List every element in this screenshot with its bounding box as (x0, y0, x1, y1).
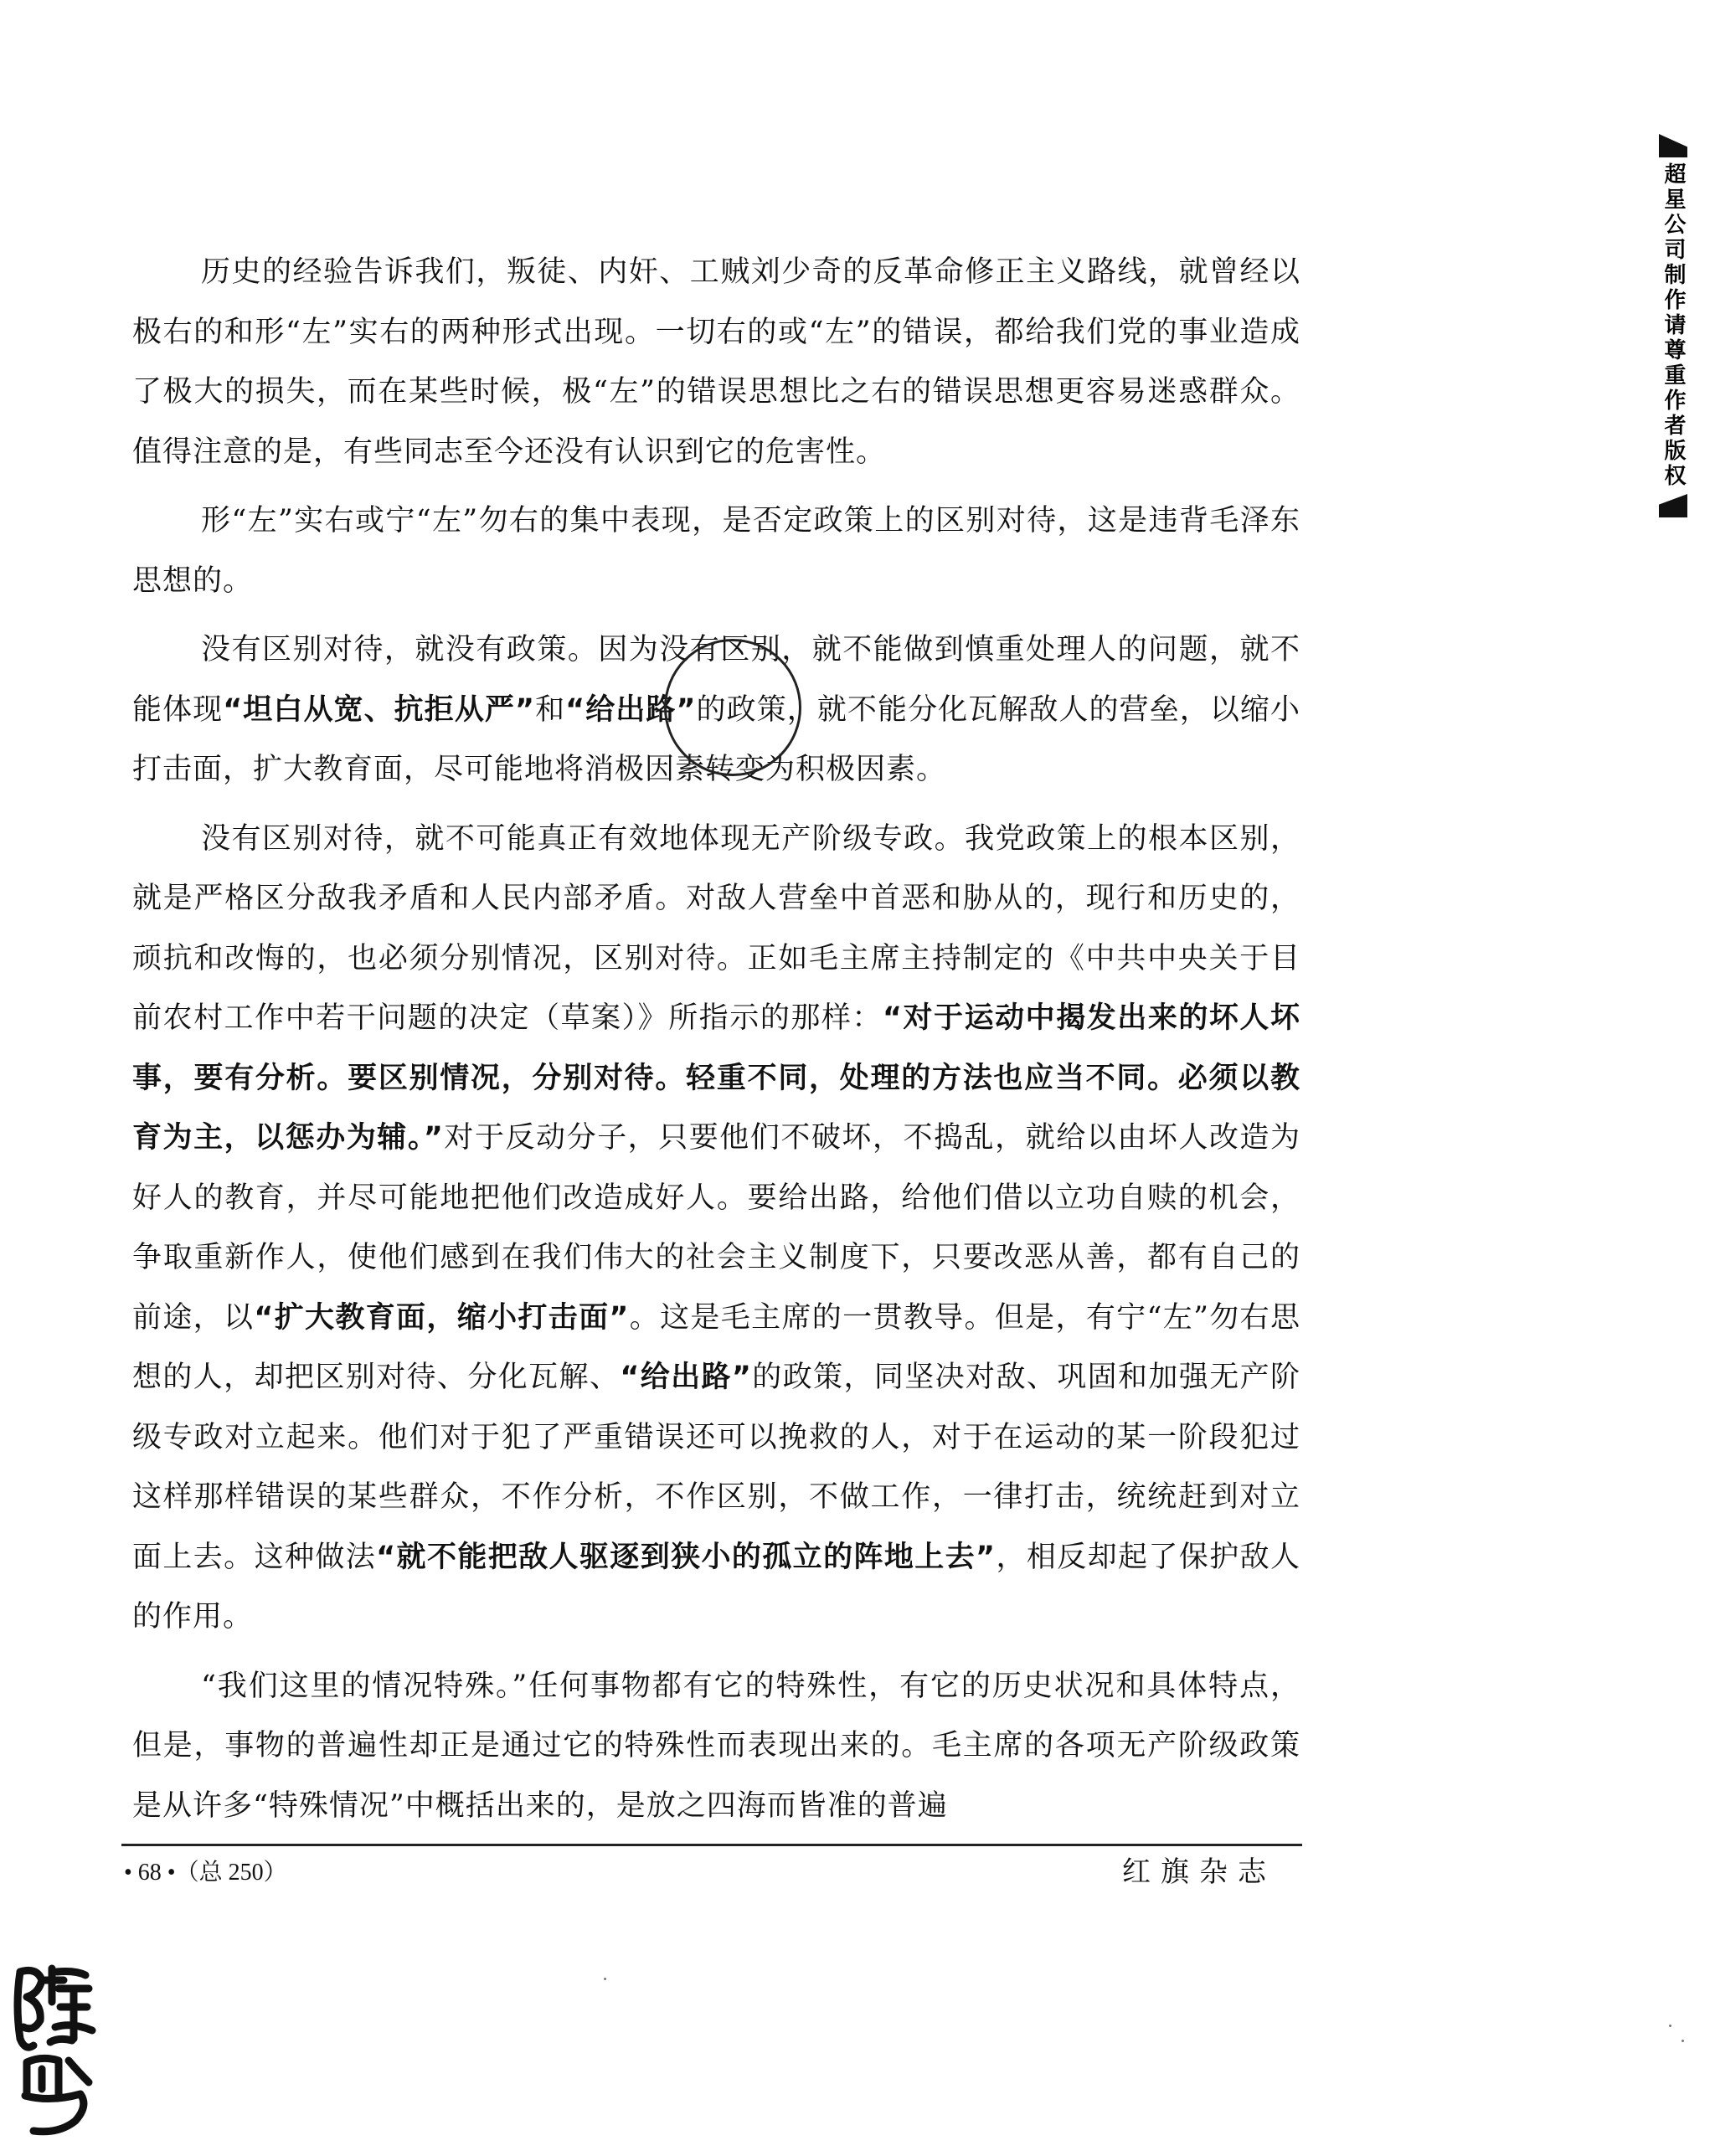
paragraph-4 (132, 810, 1300, 1648)
scan-speck (1682, 2040, 1684, 2042)
library-seal-stamp (8, 1955, 100, 2143)
notice-bar-bottom (1659, 494, 1687, 517)
text-run: 。这是毛主席的一贯教导。但是，有宁“左”勿右思想的人，却把区别对待、分化瓦解、 (132, 1300, 1300, 1394)
text-run: 的政策，同坚决对敌、巩固和加强无产阶级专政对立起来。他们对于犯了严重错误还可以挽救的人，对于在运动的某一阶段犯过这样那样错误的某些群众，不作分析，不作区别，不做工作，一律打击，统统赶到对立面上去。这种做法 (132, 1361, 1300, 1574)
footer-divider (121, 1844, 1302, 1846)
paragraph-1 (132, 243, 1300, 482)
text-run: 的政策，就不能分化瓦解敌人的营垒，以缩小打击面，扩大教育面，尽可能地将消极因素转变为积极因素。 (132, 692, 1300, 786)
quoted-emphasis: “给出路” (620, 1361, 752, 1394)
paragraph-5 (132, 1657, 1300, 1837)
quoted-emphasis: “给出路” (565, 692, 697, 727)
copyright-notice (1650, 134, 1697, 517)
text-run: 形“左”实右或宁“左”勿右的集中表现，是否定政策上的区别对待，这是违背毛泽东思想的。 (132, 504, 1300, 598)
page-number: • 68 •（总 250） (124, 1860, 287, 1886)
quoted-emphasis: “对于运动中揭发出来的坏人坏事，要有分析。要区别情况，分别对待。轻重不同，处理的方法也应当不同。必须以教育为主，以惩办为辅。” (132, 1001, 1300, 1155)
text-run: 对于反动分子，只要他们不破坏，不捣乱，就给以由坏人改造为好人的教育，并尽可能地把他们改造成好人。要给出路，给他们借以立功自赎的机会，争取重新作人，使他们感到在我们伟大的社会主义制度下，只要改恶从善，都有自己的前途，以 (132, 1121, 1300, 1335)
notice-bar-top (1659, 134, 1687, 157)
handwritten-circle-mark (664, 639, 801, 776)
article-body (132, 243, 1300, 1845)
quoted-emphasis: “扩大教育面，缩小打击面” (254, 1300, 630, 1335)
scan-speck (604, 1978, 606, 1980)
text-run: 和 (535, 692, 566, 727)
copyright-notice-text: 超星公司制作请尊重作者版权 (1661, 162, 1686, 489)
paragraph-2 (132, 491, 1300, 611)
text-run: 没有区别对待，就没有政策。因为没有区别，就不能做到慎重处理人的问题，就不能体现 (132, 633, 1300, 727)
text-run: 历史的经验告诉我们，叛徒、内奸、工贼刘少奇的反革命修正主义路线，就曾经以极右的和形“左”实右的两种形式出现。一切右的或“左”的错误，都给我们党的事业造成了极大的损失，而在某些时候，极“左”的错误思想比之右的错误思想更容易迷惑群众。值得注意的是，有些同志至今还没有认识到它的危害性。 (132, 255, 1300, 469)
quoted-emphasis: “坦白从宽、抗拒从严” (223, 692, 535, 727)
journal-name: 红旗杂志 (1122, 1855, 1276, 1889)
scan-speck (1669, 2025, 1671, 2027)
text-run: “我们这里的情况特殊。”任何事物都有它的特殊性，有它的历史状况和具体特点，但是，事物的普遍性却正是通过它的特殊性而表现出来的。毛主席的各项无产阶级政策是从许多“特殊情况”中概括出来的，是放之四海而皆准的普遍 (132, 1669, 1300, 1823)
text-run: ，相反却起了保护敌人的作用。 (132, 1540, 1300, 1634)
text-run: 没有区别对待，就不可能真正有效地体现无产阶级专政。我党政策上的根本区别，就是严格区分敌我矛盾和人民内部矛盾。对敌人营垒中首恶和胁从的，现行和历史的，顽抗和改悔的，也必须分别情况，区别对待。正如毛主席主持制定的《中共中央关于目前农村工作中若干问题的决定（草案）》所指示的那样： (132, 821, 1300, 1035)
quoted-emphasis: “就不能把敌人驱逐到狭小的孤立的阵地上去” (376, 1540, 997, 1574)
